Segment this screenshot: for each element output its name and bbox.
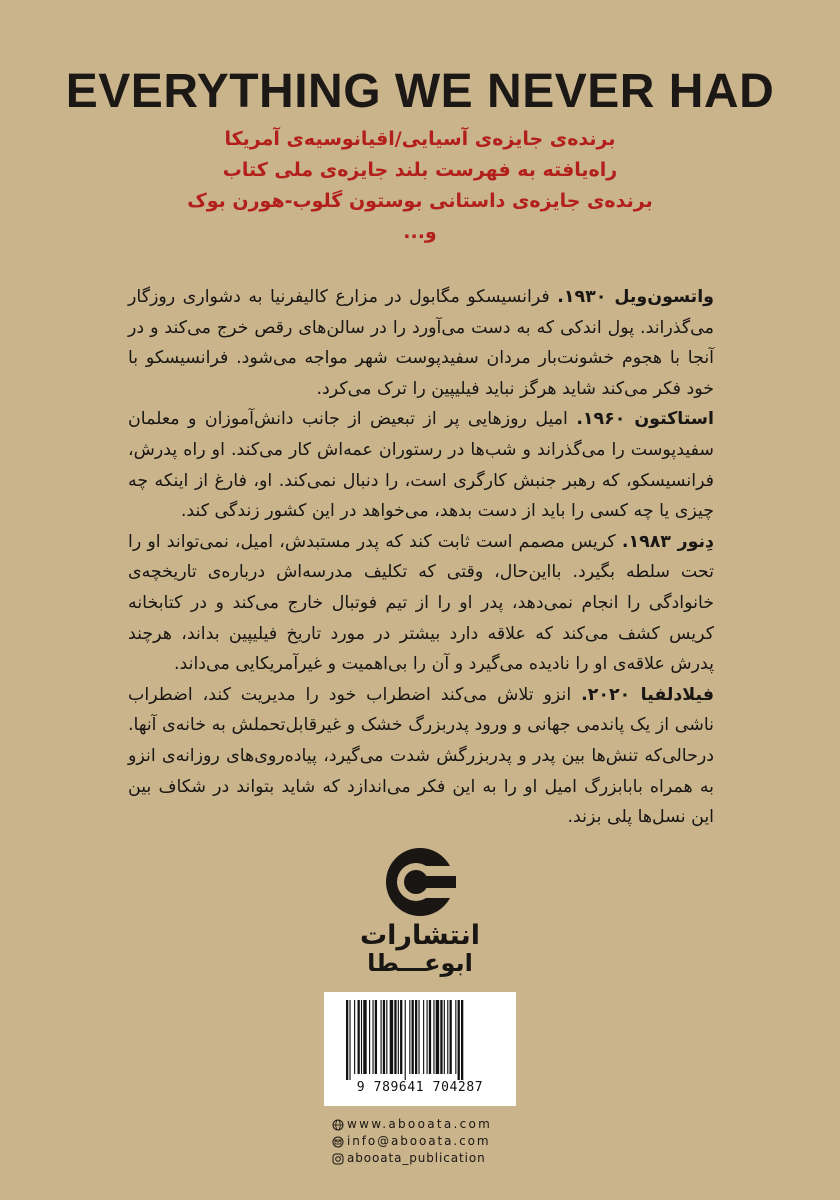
- awards-list: [100, 124, 740, 248]
- barcode-bar: [405, 1000, 406, 1080]
- award-line: برنده‌ی جایزه‌ی داستانی بوستون گلوب-هورن بوک: [187, 190, 653, 212]
- synopsis: [128, 282, 714, 833]
- synopsis-place-year: فیلادلفیا ۲۰۲۰.: [581, 684, 714, 705]
- barcode-bar: [444, 1000, 445, 1074]
- email-row[interactable]: [332, 1133, 532, 1150]
- award-line: برنده‌ی جایزه‌ی آسیایی/اقیانوسیه‌ی آمریکا: [224, 128, 616, 150]
- award-line: راه‌یافته به فهرست بلند جایزه‌ی ملی کتاب: [222, 159, 618, 181]
- synopsis-place-year: دِنور ۱۹۸۳.: [621, 531, 714, 552]
- website-link[interactable]: www.abooata.com: [347, 1117, 493, 1131]
- synopsis-paragraph: [128, 527, 714, 680]
- synopsis-place-year: استاکتون ۱۹۶۰.: [576, 409, 714, 430]
- mail-icon: [332, 1136, 344, 1148]
- website-row[interactable]: [332, 1116, 532, 1133]
- publisher-name-secondary: ابوعـــطا: [367, 949, 473, 977]
- barcode-bar: [427, 1000, 428, 1074]
- barcode-bar: [458, 1000, 460, 1080]
- barcode-bar: [394, 1000, 396, 1074]
- barcode-bar: [433, 1000, 434, 1074]
- barcode-bar: [369, 1000, 370, 1074]
- barcode-bar: [447, 1000, 448, 1074]
- barcode-bars: [346, 1000, 496, 1080]
- barcode-bar: [409, 1000, 410, 1074]
- barcode-bar: [418, 1000, 419, 1074]
- barcode-bar: [440, 1000, 442, 1074]
- award-line: و...: [403, 221, 437, 243]
- publisher-name: انتشارات: [360, 920, 480, 951]
- email-link[interactable]: info@abooata.com: [347, 1134, 491, 1148]
- barcode-bar: [358, 1000, 360, 1074]
- instagram-icon: [332, 1153, 344, 1165]
- barcode-bar: [450, 1000, 452, 1074]
- barcode-bar: [372, 1000, 373, 1074]
- barcode-bar: [412, 1000, 414, 1074]
- instagram-link[interactable]: abooata_publication: [347, 1151, 486, 1165]
- synopsis-paragraph: [128, 282, 714, 404]
- barcode-bar: [436, 1000, 439, 1074]
- barcode-bar: [461, 1000, 463, 1080]
- barcode-bar: [423, 1000, 424, 1074]
- barcode-bar: [400, 1000, 402, 1074]
- barcode-bar: [361, 1000, 362, 1074]
- barcode-bar: [349, 1000, 350, 1080]
- barcode-bar: [375, 1000, 377, 1074]
- barcode-bar: [383, 1000, 385, 1074]
- barcode-bar: [429, 1000, 431, 1074]
- barcode-bar: [390, 1000, 393, 1074]
- barcode-bar: [455, 1000, 456, 1074]
- synopsis-paragraph: [128, 680, 714, 833]
- synopsis-text: امیل روزهایی پر از تبعیض از جانب دانش‌آموزان و معلمان سفیدپوست را می‌گذراند و شب‌ها در رستوران عمه‌اش کار می‌کند. او راه پدرش، فرانسیسکو، که رهبر جنبش کارگری است، را دنبال نمی‌کند. او، فارغ از اینکه چه چیزی یا چه کسی را باید از دست بدهد، می‌خواهد در این کشور زندگی کند.: [128, 409, 714, 522]
- synopsis-paragraph: [128, 404, 714, 526]
- isbn-number: 9 789641 704287: [356, 1080, 484, 1095]
- barcode-bar: [398, 1000, 399, 1074]
- globe-icon: [332, 1119, 344, 1131]
- barcode-bar: [354, 1000, 355, 1074]
- synopsis-place-year: واتسون‌ویل ۱۹۳۰.: [557, 287, 714, 307]
- barcode-bar: [386, 1000, 387, 1074]
- synopsis-text: کریس مصمم است ثابت کند که پدر مستبدش، امیل، نمی‌تواند او را تحت سلطه بگیرد. بااین‌حال، وقتی که تکلیف مدرسه‌اش درباره‌ی تاریخچه‌ی خانوادگی را انجام نمی‌دهد، پدر او را از تیم فوتبال خارج می‌کند و در کتابخانه کریس کشف می‌کند که علاقه دارد بیشتر در مورد تاریخ فیلیپین بداند، هرچند پدرش علاقه‌ی او را نادیده می‌گیرد و آن را بی‌اهمیت و غیرآمریکایی می‌داند.: [128, 531, 714, 675]
- synopsis-text: فرانسیسکو مگابول در مزارع کالیفرنیا به دشواری روزگار می‌گذراند. پول اندکی که به دست می‌آورد را در سالن‌های رقص خرج می‌کند و در آنجا با هجوم خشونت‌بار مردان سفیدپوست شهر مواجه می‌شود. فرانسیسکو با خود فکر می‌کند شاید هرگز نباید فیلیپین را ترک می‌کرد.: [128, 287, 714, 399]
- barcode-bar: [346, 1000, 348, 1080]
- barcode-bar: [363, 1000, 366, 1074]
- barcode-bar: [415, 1000, 417, 1074]
- barcode-bar: [381, 1000, 382, 1074]
- publisher-contacts: [332, 1116, 532, 1167]
- instagram-row[interactable]: [332, 1150, 532, 1167]
- synopsis-text: انزو تلاش می‌کند اضطراب خود را مدیریت کند، اضطراب ناشی از یک پاندمی جهانی و ورود پدربزرگ خشک و غیرقابل‌تحملش به خانه‌ی آنها. درحالی‌که تنش‌ها بین پدر و پدربزرگش شدت می‌گیرد، پیاده‌روی‌های روزانه‌ی انزو به همراه بابابزرگ امیل او را به این فکر می‌اندازد که شاید بتواند در شکاف بین این نسل‌ها پلی بزند.: [128, 684, 714, 828]
- book-title: EVERYTHING WE NEVER HAD: [65, 65, 775, 118]
- isbn-barcode: [324, 992, 516, 1106]
